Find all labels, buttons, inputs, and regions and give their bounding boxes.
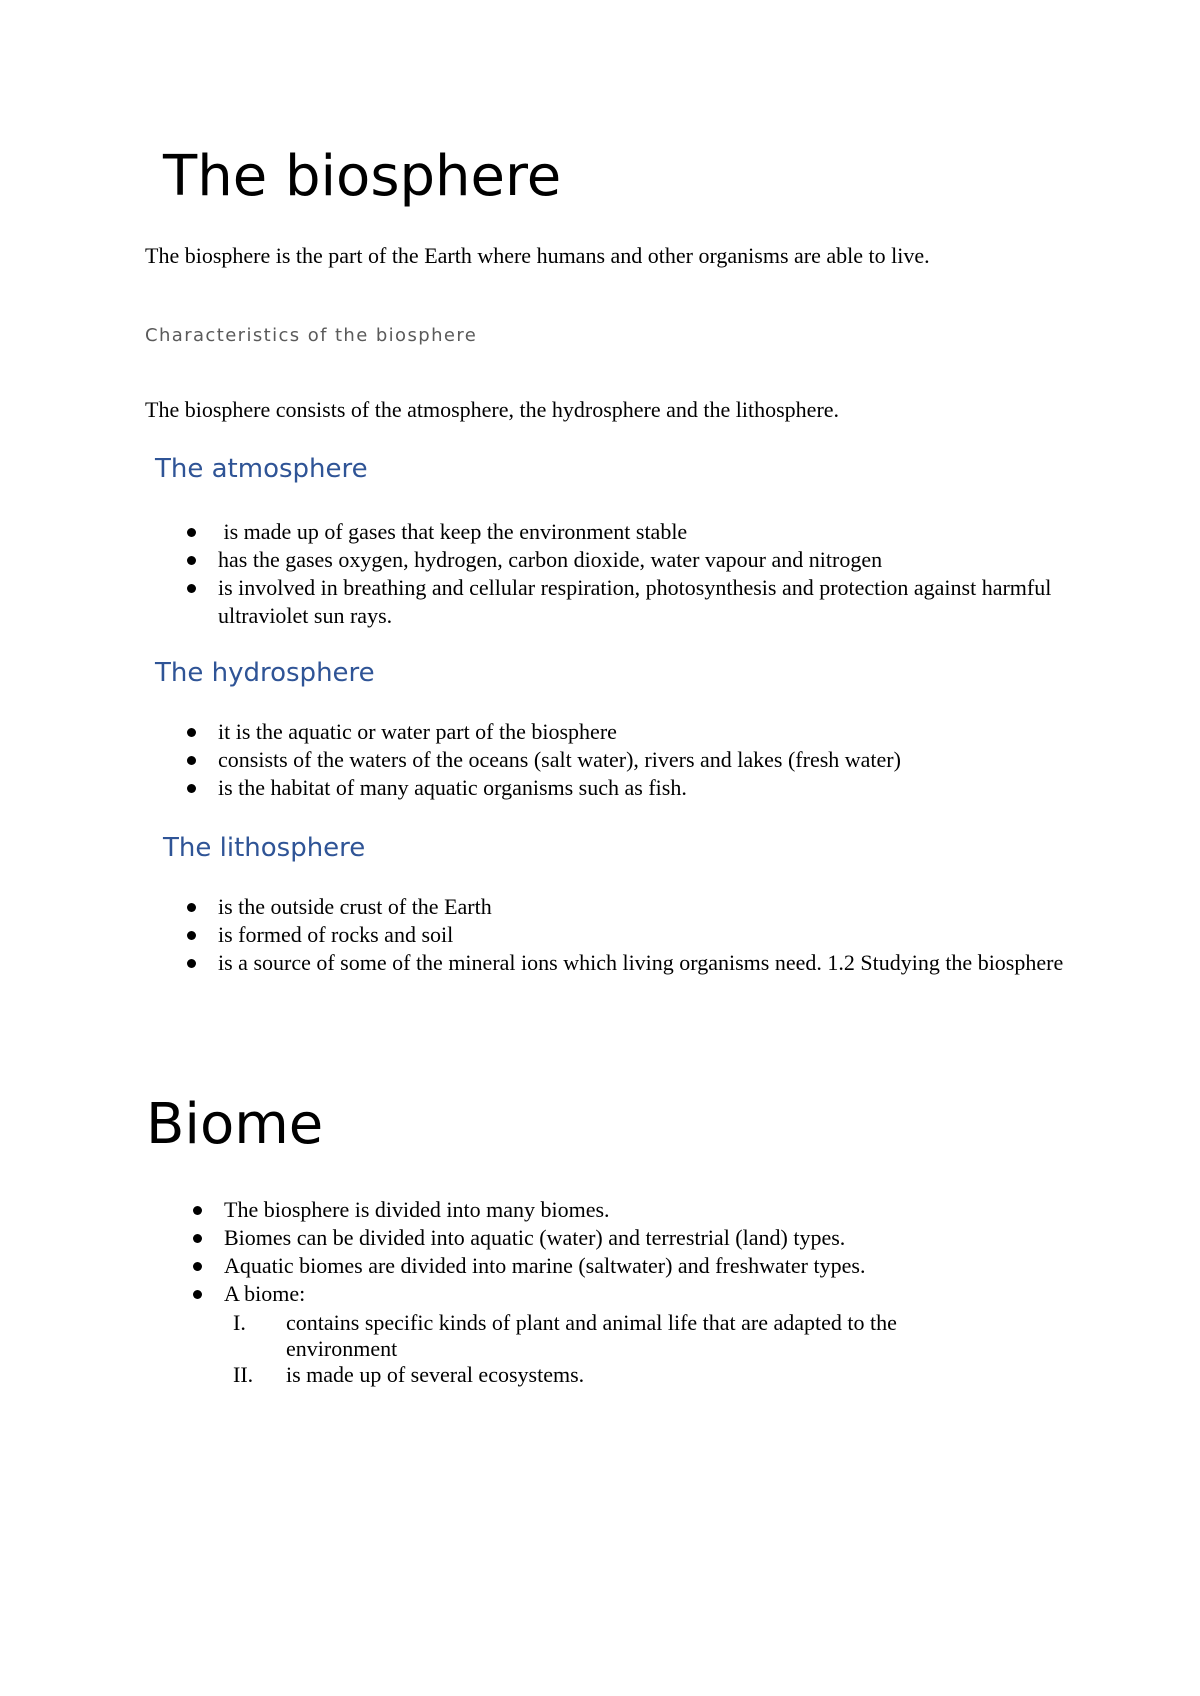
- intro-paragraph: The biosphere is the part of the Earth where humans and other organisms are able to live.: [145, 243, 930, 268]
- list-item: is the outside crust of the Earth: [218, 893, 1068, 921]
- list-number: II.: [233, 1362, 254, 1387]
- biome-title: Biome: [146, 1092, 324, 1157]
- list-item: II. is made up of several ecosystems.: [233, 1362, 585, 1387]
- list-item: A biome:: [224, 1280, 1074, 1308]
- bullet-icon: [193, 1206, 202, 1215]
- list-item: is a source of some of the mineral ions which living organisms need. 1.2 Studying the biosphere: [218, 949, 1068, 977]
- lithosphere-list: [218, 893, 1068, 977]
- document-title: The biosphere: [163, 144, 562, 209]
- subtitle: Characteristics of the biosphere: [145, 325, 478, 346]
- bullet-icon: [187, 584, 196, 593]
- list-item: Aquatic biomes are divided into marine (saltwater) and freshwater types.: [224, 1252, 1074, 1280]
- bullet-icon: [193, 1262, 202, 1271]
- consists-paragraph: The biosphere consists of the atmosphere, the hydrosphere and the lithosphere.: [145, 397, 840, 422]
- list-item: The biosphere is divided into many biomes.: [224, 1196, 1074, 1224]
- bullet-icon: [187, 728, 196, 737]
- bullet-icon: [187, 528, 196, 537]
- bullet-icon: [193, 1290, 202, 1299]
- bullet-icon: [187, 784, 196, 793]
- bullet-icon: [187, 556, 196, 565]
- bullet-icon: [187, 931, 196, 940]
- bullet-icon: [193, 1234, 202, 1243]
- bullet-icon: [187, 903, 196, 912]
- list-item: consists of the waters of the oceans (salt water), rivers and lakes (fresh water): [218, 746, 1068, 774]
- atmosphere-list: [218, 518, 1068, 630]
- list-item: is involved in breathing and cellular respiration, photosynthesis and protection against harmful ultraviolet sun rays.: [218, 574, 1068, 630]
- biome-sub-list: [233, 1310, 1006, 1388]
- hydrosphere-heading: The hydrosphere: [155, 658, 375, 688]
- lithosphere-heading: The lithosphere: [163, 833, 366, 863]
- list-item: I. contains specific kinds of plant and animal life that are adapted to the environment: [233, 1310, 897, 1361]
- list-item: is formed of rocks and soil: [218, 921, 1068, 949]
- hydrosphere-list: [218, 718, 1068, 802]
- atmosphere-heading: The atmosphere: [155, 454, 368, 484]
- list-item: it is the aquatic or water part of the biosphere: [218, 718, 1068, 746]
- list-item: has the gases oxygen, hydrogen, carbon dioxide, water vapour and nitrogen: [218, 546, 1068, 574]
- list-item: Biomes can be divided into aquatic (water) and terrestrial (land) types.: [224, 1224, 1074, 1252]
- biome-list: [224, 1196, 1074, 1308]
- list-item: is made up of gases that keep the environment stable: [218, 518, 1068, 546]
- list-number: I.: [233, 1310, 246, 1335]
- list-item: is the habitat of many aquatic organisms such as fish.: [218, 774, 1068, 802]
- bullet-icon: [187, 756, 196, 765]
- bullet-icon: [187, 959, 196, 968]
